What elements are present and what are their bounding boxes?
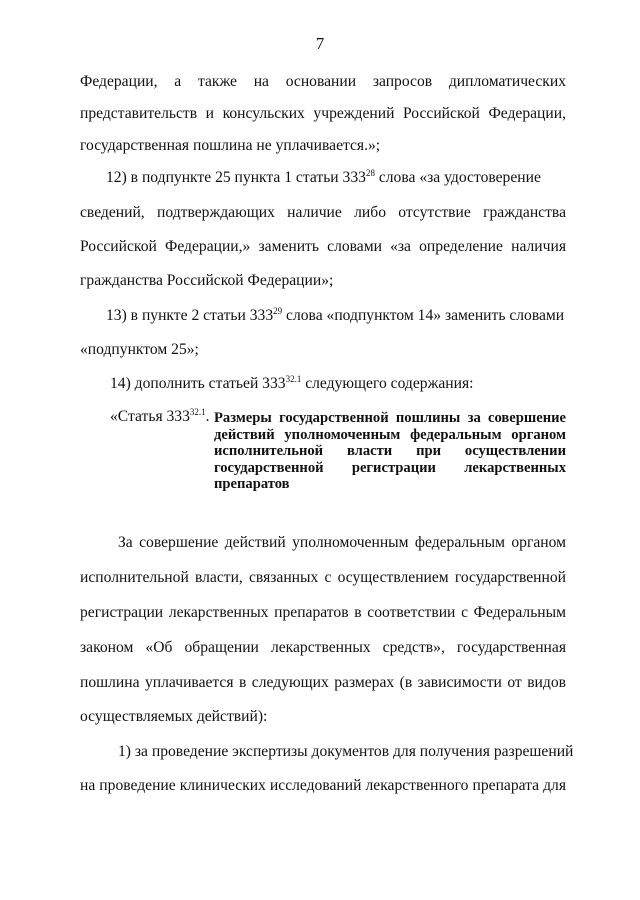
article-heading-line: препаратов [214,476,290,492]
text-line: 1) за проведение экспертизы документов для получения разрешений [118,743,574,760]
text-line: сведений, подтверждающих наличие либо отсутствие гражданства [80,204,566,221]
text-line: исполнительной власти, связанных с осуществлением государственной [80,569,566,586]
article-heading-line: Размеры государственной пошлины за совершение [214,410,566,426]
article-label: «Статья $333^{32.1}$. [110,407,210,425]
text-line: «подпунктом 25»; [80,341,199,358]
page-number: 7 [315,34,325,53]
text-line: представительств и консульских учреждений Российской Федерации, [80,105,566,122]
text-line: гражданства Российской Федерации»; [80,272,334,289]
text-line: пошлина уплачивается в следующих размерах (в зависимости от видов [80,674,566,691]
article-heading-line: государственной регистрации лекарственных [214,459,566,476]
text-line: государственная пошлина не уплачивается.»; [80,137,381,154]
text-line: Федерации, а также на основании запросов дипломатических [80,73,566,90]
list-item-14: 14) дополнить статьей $333^{32.1}$ следующего содержания: [110,374,474,392]
text-line: Российской Федерации,» заменить словами «за определение наличия [80,238,566,255]
text-line: За совершение действий уполномоченным федеральным органом [118,534,566,551]
text-line: регистрации лекарственных препаратов в соответствии с Федеральным [80,604,566,621]
article-heading-line: действий уполномоченным федеральным органом [214,426,566,443]
text-line: на проведение клинических исследований лекарственного препарата для [80,777,566,794]
text-line: осуществляемых действий): [80,708,268,725]
list-item-12: 12) в подпункте 25 пункта 1 статьи $333^{28}$ слова «за удостоверение [106,168,541,186]
text-line: законом «Об обращении лекарственных средств», государственная [80,639,566,656]
list-item-13: 13) в пункте 2 статьи $333^{29}$ слова «подпунктом 14» заменить словами [106,306,565,324]
article-heading-line: исполнительной власти при осуществлении [214,443,566,459]
